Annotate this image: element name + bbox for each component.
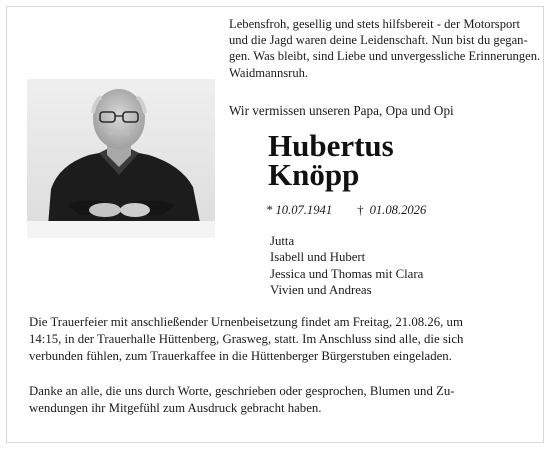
- birth-date: * 10.07.1941: [266, 203, 333, 217]
- intro-line: Lebensfroh, gesellig und stets hilfsbereit - der Motorsport: [229, 17, 520, 31]
- list-item: Vivien und Andreas: [270, 283, 372, 298]
- cross-icon: †: [357, 203, 364, 217]
- funeral-line: verbunden fühlen, zum Trauerkaffee in die Hüttenberger Bürgerstuben eingeladen.: [29, 349, 452, 363]
- list-item: Jutta: [270, 234, 295, 248]
- list-item: Jessica und Thomas mit Clara: [270, 266, 424, 281]
- intro-line: Waidmannsruh.: [229, 65, 309, 80]
- funeral-line: Die Trauerfeier mit anschließender Urnenbeisetzung findet am Freitag, 21.08.26, um: [29, 315, 463, 329]
- intro-line: und die Jagd waren deine Leidenschaft. Nun bist du gegan-: [229, 33, 528, 48]
- portrait-photo: [27, 79, 215, 238]
- portrait-illustration: [27, 79, 215, 238]
- last-name: Knöpp: [268, 157, 360, 192]
- thanks-text: [29, 383, 529, 417]
- death-date-group: [357, 203, 426, 217]
- intro-text: [229, 16, 541, 81]
- life-dates: [266, 203, 426, 218]
- deceased-name: [268, 128, 394, 192]
- funeral-line: 14:15, in der Trauerhalle Hüttenberg, Grasweg, statt. Im Anschluss sind alle, die sich: [29, 332, 464, 346]
- funeral-info: [29, 314, 529, 365]
- list-item: Isabell und Hubert: [270, 250, 366, 265]
- miss-statement: Wir vermissen unseren Papa, Opa und Opi: [229, 103, 454, 118]
- thanks-line: Danke an alle, die uns durch Worte, geschrieben oder gesprochen, Blumen und Zu-: [29, 384, 455, 398]
- first-name: Hubertus: [268, 128, 394, 163]
- death-date: 01.08.2026: [369, 203, 427, 217]
- thanks-line: wendungen ihr Mitgefühl zum Ausdruck gebracht haben.: [29, 401, 322, 415]
- intro-line: gen. Was bleibt, sind Liebe und unvergessliche Erinnerungen.: [229, 49, 541, 64]
- mourners-list: [270, 233, 423, 299]
